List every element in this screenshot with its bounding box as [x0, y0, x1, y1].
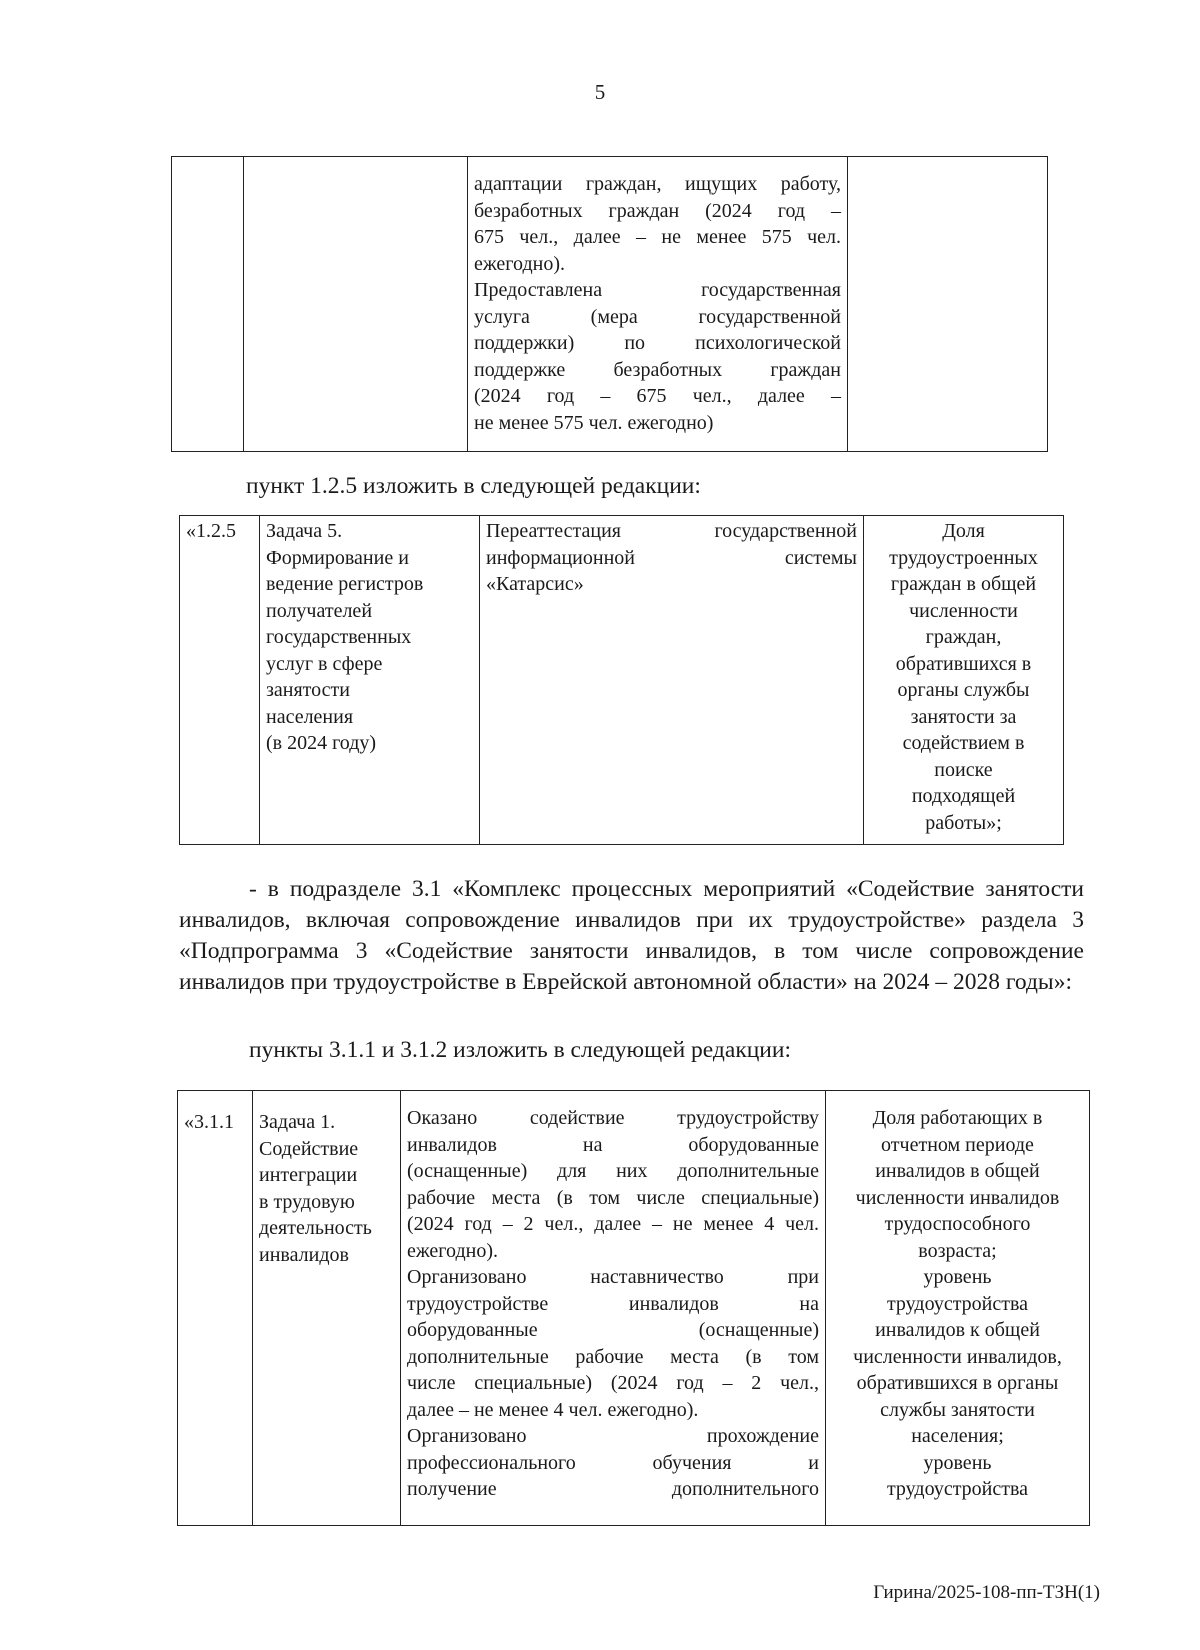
indicator-line: службы занятости	[880, 1398, 1035, 1421]
text-line: (2024 год – 2 чел., далее – не менее 4 чел.	[407, 1213, 819, 1235]
task-line: занятости	[266, 679, 350, 701]
text-line: оборудованные (оснащенные)	[407, 1319, 819, 1341]
table1-p1-last: ежегодно).	[474, 252, 565, 275]
table1-col4	[848, 157, 1048, 452]
task-line: получателей	[266, 599, 373, 622]
text-line: инвалидов на оборудованные	[407, 1133, 819, 1156]
table2-result-lines	[486, 518, 857, 571]
text-line: Организовано прохождение	[407, 1425, 819, 1447]
table1-p2-last: не менее 575 чел. ежегодно)	[474, 411, 714, 434]
text-line: услуга (мера государственной	[474, 305, 841, 328]
text-line: Предоставлена государственная	[474, 279, 841, 301]
table3-indicator	[826, 1091, 1090, 1526]
table1-col3	[468, 157, 848, 452]
indicator-line: инвалидов к общей	[875, 1319, 1040, 1341]
text-line: трудоустройстве инвалидов на	[407, 1292, 819, 1315]
indicator-line: Доля	[942, 520, 985, 542]
indicator-line: подходящей	[911, 785, 1016, 807]
task-line: инвалидов	[259, 1243, 349, 1266]
table-continuation	[171, 156, 1048, 452]
indicator-line: занятости за	[910, 705, 1017, 728]
table3-p2	[407, 1264, 819, 1397]
task-line: ведение регистров	[266, 573, 424, 595]
text-line: Переаттестация государственной	[486, 520, 857, 542]
indicator-line: численности инвалидов,	[853, 1345, 1062, 1368]
indicator-line: граждан,	[925, 626, 1002, 648]
indicator-line: содействием в	[902, 732, 1025, 754]
text-line: рабочие места (в том числе специальные)	[407, 1186, 819, 1209]
task-line: Формирование и	[266, 546, 409, 569]
task-line: деятельность	[259, 1217, 372, 1239]
table2-num: «1.2.5	[180, 516, 260, 845]
indicator-line: обратившихся в	[895, 652, 1032, 675]
task-line: Задача 1.	[259, 1111, 336, 1133]
text-line: дополнительные рабочие места (в том	[407, 1345, 819, 1368]
table3-result	[401, 1091, 826, 1526]
table3-p3	[407, 1423, 819, 1503]
text-line: адаптации граждан, ищущих работу,	[474, 173, 841, 195]
table1-col1	[172, 157, 244, 452]
text-line: (2024 год – 675 чел., далее –	[474, 385, 841, 407]
table1-col2	[244, 157, 468, 452]
indicator-line: трудоустроенных	[889, 546, 1038, 569]
table3-p2-last: далее – не менее 4 чел. ежегодно).	[407, 1398, 699, 1421]
text-line: Оказано содействие трудоустройству	[407, 1107, 819, 1129]
heading-1-2-5: пункт 1.2.5 изложить в следующей редакции:	[246, 473, 701, 499]
paragraph-3-1: - в подразделе 3.1 «Комплекс процессных мероприятий «Содействие занятости инвалидов, включая сопровождение инвалидов при их трудоустройстве» раздела 3 «Подпрограмма 3 «Содействие занятости инвалидов, в том числе сопровождение инвалидов при трудоустройстве в Еврейской автономной области» на 2024 – 2028 годы»:	[179, 876, 1084, 995]
text-line: получение дополнительного	[407, 1478, 819, 1500]
table2-task	[260, 516, 480, 845]
indicator-line: трудоустройства	[886, 1478, 1029, 1500]
indicator-line: обратившихся в органы	[856, 1372, 1059, 1394]
indicator-line: поиске	[934, 758, 993, 781]
table3-p1	[407, 1105, 819, 1238]
indicator-line: уровень	[923, 1266, 992, 1288]
table1-p2	[474, 277, 841, 410]
task-line: Содействие	[259, 1137, 359, 1160]
table-3-1-1	[177, 1090, 1090, 1526]
text-line: 675 чел., далее – не менее 575 чел.	[474, 226, 841, 248]
indicator-line: граждан в общей	[890, 573, 1037, 595]
text-line: профессионального обучения и	[407, 1451, 819, 1474]
task-line: Задача 5.	[266, 520, 343, 542]
heading-3-1: пункты 3.1.1 и 3.1.2 изложить в следующей редакции:	[249, 1037, 791, 1063]
indicator-line: уровень	[923, 1451, 992, 1474]
task-line: (в 2024 году)	[266, 732, 377, 754]
indicator-line: численности инвалидов	[855, 1186, 1060, 1209]
indicator-line: инвалидов в общей	[875, 1160, 1040, 1182]
text-line: Организовано наставничество при	[407, 1266, 819, 1288]
indicator-line: трудоспособного	[884, 1213, 1031, 1235]
indicator-line: численности	[909, 599, 1018, 622]
indicator-line: работы»;	[925, 811, 1002, 834]
text-line: поддержке безработных граждан	[474, 358, 841, 381]
indicator-line: населения;	[911, 1425, 1004, 1447]
table1-p1	[474, 171, 841, 251]
indicator-line: Доля работающих в	[872, 1107, 1043, 1129]
indicator-line: трудоустройства	[886, 1292, 1029, 1315]
indicator-line: возраста;	[918, 1239, 997, 1262]
table2-result-last: «Катарсис»	[486, 573, 584, 595]
text-line: информационной системы	[486, 546, 857, 569]
table2-indicator	[864, 516, 1064, 845]
table3-num: «3.1.1	[178, 1091, 253, 1526]
table-1-2-5	[179, 515, 1064, 845]
footer-code: Гирина/2025-108-пп-ТЗН(1)	[873, 1582, 1100, 1603]
table2-result	[480, 516, 864, 845]
table3-p1-last: ежегодно).	[407, 1239, 498, 1262]
page-number: 5	[594, 80, 606, 104]
task-line: услуг в сфере	[266, 652, 383, 675]
text-line: поддержки) по психологической	[474, 332, 841, 354]
text-line: безработных граждан (2024 год –	[474, 199, 841, 222]
indicator-line: органы службы	[897, 679, 1030, 701]
task-line: населения	[266, 705, 354, 728]
indicator-line: отчетном периоде	[881, 1133, 1034, 1156]
task-line: государственных	[266, 626, 412, 648]
task-line: в трудовую	[259, 1190, 355, 1213]
text-line: (оснащенные) для них дополнительные	[407, 1160, 819, 1182]
text-line: числе специальные) (2024 год – 2 чел.,	[407, 1372, 819, 1394]
table3-task	[253, 1091, 401, 1526]
task-line: интеграции	[259, 1164, 358, 1186]
